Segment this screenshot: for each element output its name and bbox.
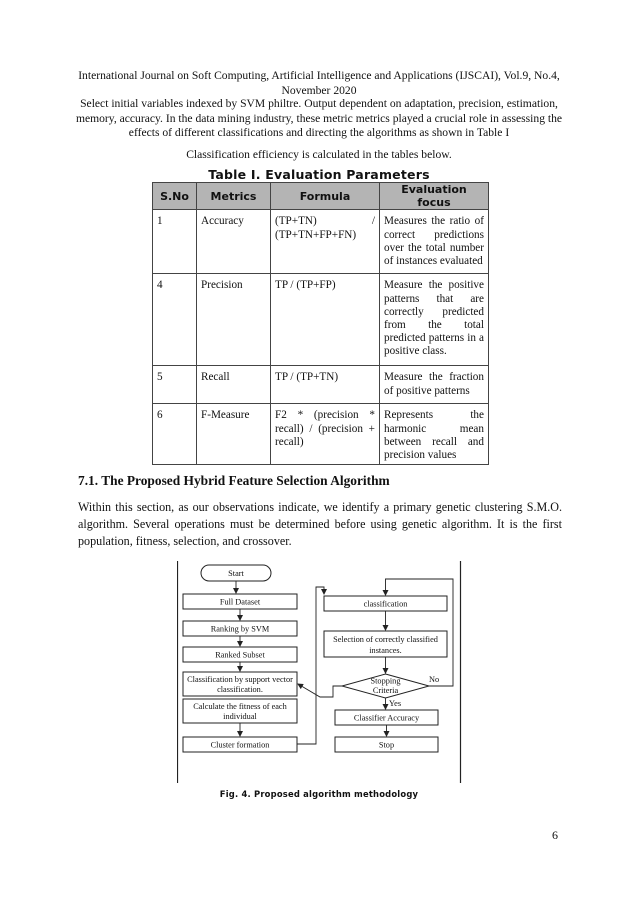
table-header-row bbox=[153, 183, 489, 210]
cell-formula: (TP+TN) / (TP+TN+FP+FN) bbox=[271, 210, 380, 274]
intro-line-3: effects of different classifications and directing the algorithms as shown in Table I bbox=[128, 126, 510, 139]
cell-metric: Recall bbox=[197, 366, 271, 404]
table-row bbox=[153, 366, 489, 404]
classification-label: classification bbox=[363, 599, 408, 609]
full-dataset-label: Full Dataset bbox=[219, 597, 261, 607]
no-label: No bbox=[429, 675, 440, 684]
cell-formula: TP / (TP+FP) bbox=[271, 274, 380, 366]
algorithm-flowchart bbox=[177, 561, 463, 783]
journal-header-line-2: November 2020 bbox=[281, 84, 357, 97]
table-row bbox=[153, 404, 489, 465]
header-metrics: Metrics bbox=[197, 183, 271, 210]
table-row bbox=[153, 274, 489, 366]
cell-metric: Accuracy bbox=[197, 210, 271, 274]
stop-label: Stop bbox=[378, 740, 395, 750]
cell-evaluation-focus: Measure the positive patterns that are correctly predicted from the total predicted patterns in a positive class. bbox=[380, 274, 489, 366]
cell-formula: TP / (TP+TN) bbox=[271, 366, 380, 404]
evaluation-parameters-table bbox=[152, 182, 489, 465]
cell-evaluation-focus: Measures the ratio of correct predictions over the total number of instances evaluated bbox=[380, 210, 489, 274]
section-heading: 7.1. The Proposed Hybrid Feature Selection Algorithm bbox=[78, 473, 390, 488]
cell-sno: 6 bbox=[153, 404, 197, 465]
intro-line-1: Select initial variables indexed by SVM philtre. Output dependent on adaptation, precision, estimation, bbox=[80, 97, 558, 110]
cell-sno: 1 bbox=[153, 210, 197, 274]
table-row bbox=[153, 210, 489, 274]
stopping-criteria-label-2: Criteria bbox=[372, 686, 399, 695]
cell-metric: Precision bbox=[197, 274, 271, 366]
selection-label-2: instances. bbox=[369, 646, 402, 655]
ranked-subset-label: Ranked Subset bbox=[215, 650, 265, 660]
section-paragraph: Within this section, as our observations indicate, we identify a primary genetic clustering S.M.O. algorithm. Several operations must be determined before using genetic algorithm. It is the first population, fitness, selection, and crossover. bbox=[78, 500, 562, 548]
header-evaluation-focus: Evaluation focus bbox=[380, 183, 489, 210]
fitness-label-1: Calculate the fitness of each bbox=[193, 702, 287, 711]
page-number: 6 bbox=[552, 828, 558, 842]
classifier-accuracy-label: Classifier Accuracy bbox=[353, 713, 420, 723]
figure-caption: Fig. 4. Proposed algorithm methodology bbox=[219, 789, 419, 799]
selection-label-1: Selection of correctly classified bbox=[333, 635, 438, 644]
cell-sno: 5 bbox=[153, 366, 197, 404]
intro-line-4: Classification efficiency is calculated in the tables below. bbox=[186, 148, 452, 161]
header-sno: S.No bbox=[153, 183, 197, 210]
header-formula: Formula bbox=[271, 183, 380, 210]
table-title: Table I. Evaluation Parameters bbox=[208, 167, 430, 182]
cell-evaluation-focus: Represents the harmonic mean between recall and precision values bbox=[380, 404, 489, 465]
journal-header-line-1: International Journal on Soft Computing, Artificial Intelligence and Applications (IJSCAI), Vol.9, No.4, bbox=[78, 69, 560, 82]
cell-evaluation-focus: Measure the fraction of positive patterns bbox=[380, 366, 489, 404]
yes-label: Yes bbox=[389, 699, 402, 708]
cluster-formation-label: Cluster formation bbox=[210, 740, 270, 750]
svc-classification-label-2: classification. bbox=[217, 685, 263, 694]
intro-line-2: memory, accuracy. In the data mining industry, these metric metrics played a crucial role in assessing the bbox=[75, 111, 563, 125]
start-label: Start bbox=[228, 569, 244, 578]
cell-sno: 4 bbox=[153, 274, 197, 366]
svc-classification-label-1: Classification by support vector bbox=[187, 675, 293, 684]
cell-metric: F-Measure bbox=[197, 404, 271, 465]
ranking-label: Ranking by SVM bbox=[210, 624, 270, 634]
stopping-criteria-label-1: Stopping bbox=[370, 676, 401, 686]
fitness-label-2: individual bbox=[223, 712, 257, 721]
cell-formula: F2 * (precision * recall) / (precision + recall) bbox=[271, 404, 380, 465]
